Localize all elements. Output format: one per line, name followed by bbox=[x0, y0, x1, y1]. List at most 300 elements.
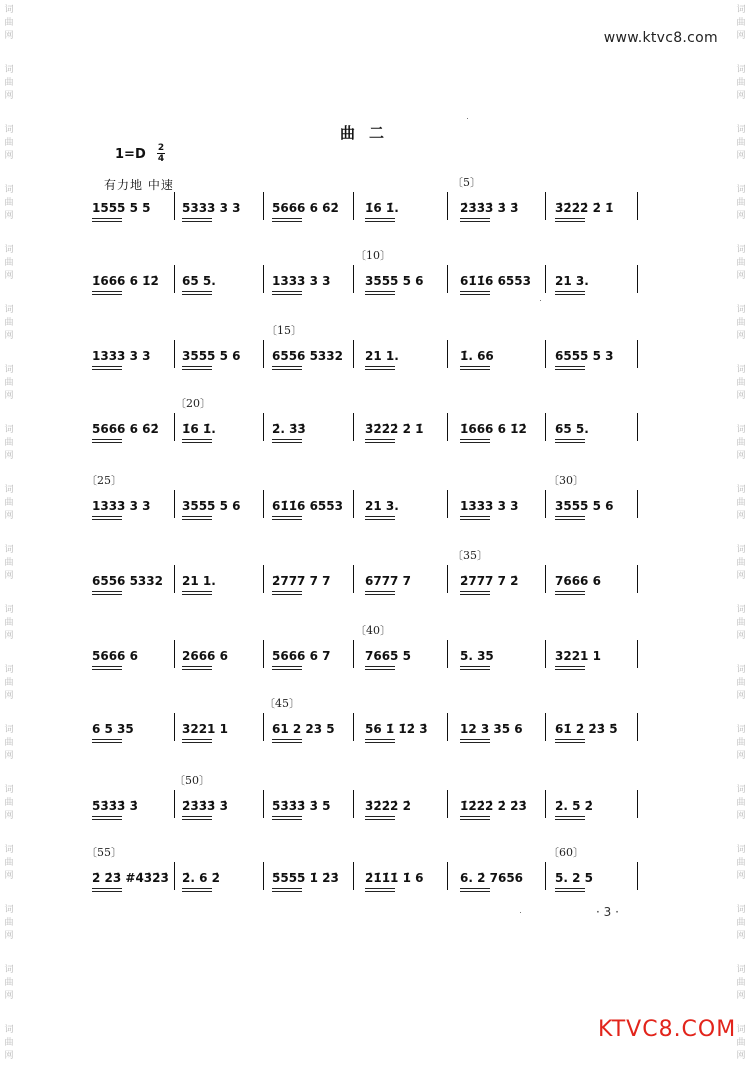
beam-underline bbox=[92, 291, 122, 295]
beam-underline bbox=[460, 888, 490, 892]
beam-underline bbox=[272, 591, 302, 595]
watermark-char: 曲 bbox=[736, 198, 746, 208]
barline bbox=[263, 413, 264, 441]
barline bbox=[545, 340, 546, 368]
beam-underline bbox=[365, 816, 395, 820]
barline bbox=[545, 565, 546, 593]
key-signature: 1=D bbox=[115, 147, 146, 162]
barline bbox=[353, 862, 354, 890]
watermark-char: 曲 bbox=[736, 858, 746, 868]
measure-notes: 61 2 23 5 bbox=[272, 722, 335, 736]
watermark-char: 曲 bbox=[736, 918, 746, 928]
watermark-char: 曲 bbox=[4, 558, 14, 568]
beam-underline bbox=[182, 666, 212, 670]
beam-underline bbox=[182, 291, 212, 295]
beam-underline bbox=[272, 816, 302, 820]
measure-number: 〔35〕 bbox=[452, 549, 488, 562]
watermark-char: 词 bbox=[736, 665, 746, 675]
beam-underline bbox=[92, 816, 122, 820]
watermark-char: 曲 bbox=[4, 198, 14, 208]
watermark-char: 词 bbox=[736, 185, 746, 195]
measure bbox=[92, 790, 172, 820]
watermark-char: 词 bbox=[736, 1025, 746, 1035]
measure bbox=[365, 790, 440, 820]
measure bbox=[555, 265, 630, 295]
beam-underline bbox=[182, 516, 212, 520]
barline bbox=[545, 192, 546, 220]
measure bbox=[92, 490, 172, 520]
measure bbox=[182, 413, 252, 443]
barline bbox=[353, 565, 354, 593]
measure-notes: 21 3. bbox=[365, 499, 399, 513]
measure bbox=[182, 713, 257, 743]
watermark-char: 网 bbox=[736, 871, 746, 881]
watermark-char: 网 bbox=[736, 751, 746, 761]
beam-underline bbox=[272, 666, 302, 670]
measure-notes: 5̇3̇3̇3̇ 3̇ bbox=[92, 799, 138, 813]
barline bbox=[545, 862, 546, 890]
beam-underline bbox=[182, 439, 212, 443]
measure-notes: 7666 6 bbox=[555, 574, 601, 588]
barline bbox=[263, 490, 264, 518]
watermark-char: 词 bbox=[4, 545, 14, 555]
measure bbox=[182, 640, 257, 670]
barline bbox=[263, 640, 264, 668]
beam-underline bbox=[92, 739, 122, 743]
measure-notes: 3555 5 6 bbox=[365, 274, 424, 288]
measure-notes: 1333 3 3 bbox=[92, 499, 151, 513]
measure-notes: 7665 5 bbox=[365, 649, 411, 663]
barline bbox=[545, 413, 546, 441]
score-row bbox=[0, 774, 750, 820]
measure bbox=[92, 713, 172, 743]
measure-notes: 5666 6 bbox=[92, 649, 138, 663]
barline bbox=[174, 340, 175, 368]
barline bbox=[545, 490, 546, 518]
measure-notes: 3̇2̇2̇2̇ 2̇ 1̇ bbox=[365, 422, 424, 436]
watermark-char: 词 bbox=[736, 785, 746, 795]
measure bbox=[92, 565, 172, 595]
watermark-char: 词 bbox=[4, 725, 14, 735]
measure bbox=[92, 640, 172, 670]
beam-underline bbox=[92, 516, 122, 520]
watermark-char: 词 bbox=[4, 845, 14, 855]
barline bbox=[174, 640, 175, 668]
measure bbox=[555, 640, 630, 670]
watermark-char: 词 bbox=[736, 5, 746, 15]
measure bbox=[365, 192, 435, 222]
barline bbox=[545, 640, 546, 668]
barline bbox=[263, 265, 264, 293]
barline bbox=[637, 265, 638, 293]
site-logo: KTVC8.COM bbox=[598, 1017, 737, 1042]
measure-number: 〔60〕 bbox=[548, 846, 584, 859]
score-row bbox=[0, 397, 750, 443]
watermark-char: 网 bbox=[736, 31, 746, 41]
beam-underline bbox=[365, 888, 395, 892]
barline bbox=[637, 640, 638, 668]
beam-underline bbox=[92, 366, 122, 370]
watermark-char: 曲 bbox=[736, 1038, 746, 1048]
watermark-char: 曲 bbox=[4, 438, 14, 448]
watermark-char: 词 bbox=[736, 905, 746, 915]
barline bbox=[174, 192, 175, 220]
watermark-char: 词 bbox=[736, 725, 746, 735]
barline bbox=[353, 413, 354, 441]
watermark-char: 词 bbox=[4, 125, 14, 135]
barline bbox=[545, 265, 546, 293]
measure bbox=[92, 192, 172, 222]
barline bbox=[174, 862, 175, 890]
watermark-char: 网 bbox=[736, 811, 746, 821]
measure bbox=[272, 862, 347, 892]
measure-notes: 65 5. bbox=[555, 422, 589, 436]
watermark-char: 曲 bbox=[4, 1038, 14, 1048]
measure-notes: 1̇. 66 bbox=[460, 349, 494, 363]
measure-number: 〔25〕 bbox=[86, 474, 122, 487]
barline bbox=[353, 490, 354, 518]
measure-notes: 1333 3 3 bbox=[92, 349, 151, 363]
watermark-char: 曲 bbox=[4, 978, 14, 988]
measure-notes: 1333 3 3 bbox=[460, 499, 519, 513]
score-row bbox=[0, 697, 750, 743]
measure bbox=[460, 413, 535, 443]
measure-notes: 3555 5 6 bbox=[555, 499, 614, 513]
measure bbox=[92, 862, 172, 892]
measure bbox=[92, 413, 172, 443]
watermark-char: 曲 bbox=[736, 318, 746, 328]
watermark-char: 网 bbox=[4, 811, 14, 821]
barline bbox=[263, 790, 264, 818]
measure-notes: 5666 6 7 bbox=[272, 649, 331, 663]
score-row bbox=[0, 249, 750, 295]
piece-title: 曲二 bbox=[340, 124, 399, 142]
watermark-char: 词 bbox=[736, 65, 746, 75]
watermark-char: 网 bbox=[4, 211, 14, 221]
watermark-char: 网 bbox=[4, 691, 14, 701]
barline bbox=[637, 192, 638, 220]
watermark-char: 网 bbox=[736, 451, 746, 461]
barline bbox=[447, 713, 448, 741]
watermark-char: 网 bbox=[736, 1051, 746, 1061]
barline bbox=[263, 192, 264, 220]
watermark-char: 词 bbox=[4, 65, 14, 75]
measure-notes: 2̇777 7 2̇ bbox=[460, 574, 519, 588]
barline bbox=[174, 565, 175, 593]
score-row bbox=[0, 624, 750, 670]
watermark-char: 曲 bbox=[4, 258, 14, 268]
measure-notes: 2̇3̇3̇3̇ 3̇ 3̇ bbox=[460, 201, 519, 215]
measure bbox=[555, 192, 630, 222]
measure-notes: 2̇1̇1̇1̇ 1̇ 6 bbox=[365, 871, 424, 885]
measure-notes: 61̇1̇6 6553 bbox=[460, 274, 531, 288]
measure bbox=[555, 490, 630, 520]
beam-underline bbox=[555, 291, 585, 295]
measure-notes: 65 5. bbox=[182, 274, 216, 288]
beam-underline bbox=[460, 739, 490, 743]
beam-underline bbox=[460, 516, 490, 520]
measure-number: 〔5〕 bbox=[452, 176, 481, 189]
barline bbox=[447, 265, 448, 293]
barline bbox=[637, 713, 638, 741]
watermark-char: 词 bbox=[736, 425, 746, 435]
beam-underline bbox=[460, 591, 490, 595]
measure-notes: 1333 3 3 bbox=[272, 274, 331, 288]
score-row bbox=[0, 549, 750, 595]
watermark-char: 曲 bbox=[736, 258, 746, 268]
watermark-char: 网 bbox=[4, 631, 14, 641]
measure-number: 〔10〕 bbox=[355, 249, 391, 262]
measure-notes: 5666 6 6̇2̇ bbox=[272, 201, 339, 215]
measure bbox=[272, 265, 347, 295]
barline bbox=[447, 490, 448, 518]
beam-underline bbox=[460, 291, 490, 295]
beam-underline bbox=[272, 439, 302, 443]
watermark-char: 词 bbox=[736, 605, 746, 615]
measure bbox=[365, 490, 435, 520]
barline bbox=[447, 862, 448, 890]
barline bbox=[447, 413, 448, 441]
measure bbox=[92, 340, 172, 370]
watermark-char: 网 bbox=[736, 691, 746, 701]
barline bbox=[637, 565, 638, 593]
watermark-char: 词 bbox=[4, 245, 14, 255]
measure-notes: 5̇555 1̇ 2̇3̇ bbox=[272, 871, 339, 885]
beam-underline bbox=[555, 439, 585, 443]
watermark-char: 网 bbox=[4, 91, 14, 101]
measure bbox=[182, 265, 257, 295]
measure bbox=[460, 490, 535, 520]
measure bbox=[555, 340, 630, 370]
beam-underline bbox=[92, 666, 122, 670]
score-row bbox=[0, 324, 750, 370]
watermark-char: 曲 bbox=[4, 858, 14, 868]
measure-notes: 1555 5 5 bbox=[92, 201, 151, 215]
watermark-char: 网 bbox=[4, 451, 14, 461]
watermark-char: 网 bbox=[4, 571, 14, 581]
measure-notes: 5. 2 5 bbox=[555, 871, 593, 885]
watermark-char: 曲 bbox=[4, 918, 14, 928]
barline bbox=[263, 713, 264, 741]
watermark-char: 曲 bbox=[736, 798, 746, 808]
measure-notes: 6556 5332 bbox=[92, 574, 163, 588]
measure-number: 〔30〕 bbox=[548, 474, 584, 487]
barline bbox=[447, 192, 448, 220]
beam-underline bbox=[272, 888, 302, 892]
watermark-char: 网 bbox=[4, 991, 14, 1001]
barline bbox=[174, 413, 175, 441]
time-signature-bottom: 4 bbox=[157, 154, 165, 164]
beam-underline bbox=[460, 816, 490, 820]
beam-underline bbox=[272, 218, 302, 222]
watermark-char: 曲 bbox=[4, 678, 14, 688]
watermark-char: 词 bbox=[736, 245, 746, 255]
measure-notes: 3555 5 6 bbox=[182, 499, 241, 513]
barline bbox=[353, 640, 354, 668]
barline bbox=[263, 340, 264, 368]
measure-notes: 1̇2̇2̇2̇ 2̇ 2̇3̇ bbox=[460, 799, 527, 813]
watermark-char: 网 bbox=[4, 1051, 14, 1061]
measure-notes: 3̇2̇2̇2̇ 2̇ 1̇ bbox=[555, 201, 614, 215]
watermark-char: 曲 bbox=[4, 378, 14, 388]
watermark-char: 网 bbox=[736, 991, 746, 1001]
beam-underline bbox=[365, 739, 395, 743]
barline bbox=[353, 713, 354, 741]
watermark-char: 网 bbox=[4, 331, 14, 341]
watermark-char: 网 bbox=[4, 271, 14, 281]
measure-notes: 6 5 35 bbox=[92, 722, 134, 736]
beam-underline bbox=[365, 666, 395, 670]
watermark-char: 词 bbox=[4, 305, 14, 315]
measure bbox=[365, 862, 440, 892]
measure bbox=[365, 565, 440, 595]
watermark-char: 曲 bbox=[4, 138, 14, 148]
watermark-char: 词 bbox=[736, 545, 746, 555]
measure bbox=[555, 713, 630, 743]
watermark-char: 曲 bbox=[4, 18, 14, 28]
barline bbox=[447, 565, 448, 593]
barline bbox=[447, 640, 448, 668]
watermark-char: 曲 bbox=[4, 618, 14, 628]
measure-notes: 21 3. bbox=[555, 274, 589, 288]
watermark-char: 曲 bbox=[4, 318, 14, 328]
score-row bbox=[0, 474, 750, 520]
watermark-char: 词 bbox=[4, 485, 14, 495]
watermark-char: 曲 bbox=[4, 498, 14, 508]
beam-underline bbox=[365, 516, 395, 520]
measure bbox=[272, 192, 347, 222]
barline bbox=[263, 565, 264, 593]
measure bbox=[460, 713, 535, 743]
measure bbox=[555, 862, 630, 892]
barline bbox=[637, 340, 638, 368]
measure bbox=[460, 265, 535, 295]
barline bbox=[637, 490, 638, 518]
beam-underline bbox=[365, 291, 395, 295]
measure-notes: 56 1̇ 1̇2̇ 3̇ bbox=[365, 722, 428, 736]
measure-notes: 5666 6 6̇2̇ bbox=[92, 422, 159, 436]
measure-notes: 1̇666 6 1̇2̇ bbox=[92, 274, 159, 288]
site-url: www.ktvc8.com bbox=[603, 30, 718, 46]
measure-notes: 3221 1 bbox=[555, 649, 601, 663]
measure-number: 〔40〕 bbox=[355, 624, 391, 637]
watermark-char: 网 bbox=[736, 271, 746, 281]
barline bbox=[447, 340, 448, 368]
beam-underline bbox=[182, 888, 212, 892]
measure-number: 〔45〕 bbox=[264, 697, 300, 710]
beam-underline bbox=[272, 366, 302, 370]
time-signature-top: 2 bbox=[157, 143, 165, 153]
beam-underline bbox=[182, 218, 212, 222]
watermark-char: 网 bbox=[736, 151, 746, 161]
beam-underline bbox=[92, 439, 122, 443]
measure bbox=[365, 713, 440, 743]
measure-notes: 1̇6 1̇. bbox=[182, 422, 216, 436]
measure-number: 〔55〕 bbox=[86, 846, 122, 859]
measure bbox=[182, 790, 257, 820]
watermark-char: 曲 bbox=[4, 798, 14, 808]
measure-notes: 5̇3̇3̇3̇ 3̇ 5 bbox=[272, 799, 331, 813]
watermark-char: 词 bbox=[736, 305, 746, 315]
measure bbox=[460, 340, 535, 370]
barline bbox=[353, 340, 354, 368]
watermark-char: 网 bbox=[736, 391, 746, 401]
watermark-char: 词 bbox=[736, 845, 746, 855]
watermark-char: 词 bbox=[736, 965, 746, 975]
watermark-char: 曲 bbox=[4, 738, 14, 748]
barline bbox=[174, 490, 175, 518]
measure-notes: 6556 5332 bbox=[272, 349, 343, 363]
watermark-char: 网 bbox=[736, 91, 746, 101]
watermark-char: 曲 bbox=[736, 678, 746, 688]
barline bbox=[637, 413, 638, 441]
right-watermark-column bbox=[734, 0, 748, 1067]
barline bbox=[545, 713, 546, 741]
measure bbox=[182, 565, 257, 595]
beam-underline bbox=[555, 516, 585, 520]
measure-notes: 2̇3̇3̇3̇ 3̇ bbox=[182, 799, 228, 813]
measure-notes: 6555 5 3 bbox=[555, 349, 614, 363]
beam-underline bbox=[555, 218, 585, 222]
beam-underline bbox=[460, 439, 490, 443]
measure bbox=[460, 565, 535, 595]
beam-underline bbox=[272, 516, 302, 520]
barline bbox=[447, 790, 448, 818]
watermark-char: 词 bbox=[736, 125, 746, 135]
barline bbox=[353, 790, 354, 818]
watermark-char: 曲 bbox=[736, 618, 746, 628]
beam-underline bbox=[365, 591, 395, 595]
measure bbox=[365, 413, 440, 443]
measure-notes: 2̇777 7 7 bbox=[272, 574, 331, 588]
measure bbox=[460, 640, 535, 670]
measure bbox=[460, 192, 535, 222]
beam-underline bbox=[555, 739, 585, 743]
measure-notes: 2666 6 bbox=[182, 649, 228, 663]
measure-notes: 3̇2̇2̇2̇ 2̇ bbox=[365, 799, 411, 813]
watermark-char: 词 bbox=[4, 425, 14, 435]
beam-underline bbox=[555, 366, 585, 370]
watermark-char: 网 bbox=[4, 391, 14, 401]
measure-notes: 1̇666 6 1̇2̇ bbox=[460, 422, 527, 436]
beam-underline bbox=[182, 366, 212, 370]
measure bbox=[555, 790, 630, 820]
watermark-char: 曲 bbox=[736, 378, 746, 388]
watermark-char: 词 bbox=[4, 605, 14, 615]
measure-number: 〔15〕 bbox=[266, 324, 302, 337]
barline bbox=[174, 713, 175, 741]
barline bbox=[637, 862, 638, 890]
measure bbox=[555, 413, 630, 443]
watermark-char: 曲 bbox=[736, 138, 746, 148]
measure-notes: 61̇1̇6 6553 bbox=[272, 499, 343, 513]
watermark-char: 网 bbox=[736, 211, 746, 221]
beam-underline bbox=[272, 739, 302, 743]
beam-underline bbox=[182, 739, 212, 743]
beam-underline bbox=[460, 366, 490, 370]
left-watermark-column bbox=[2, 0, 16, 1067]
barline bbox=[637, 790, 638, 818]
watermark-char: 曲 bbox=[736, 738, 746, 748]
watermark-char: 网 bbox=[4, 931, 14, 941]
watermark-char: 词 bbox=[736, 365, 746, 375]
watermark-char: 词 bbox=[4, 965, 14, 975]
measure-notes: 21 1. bbox=[365, 349, 399, 363]
beam-underline bbox=[92, 591, 122, 595]
watermark-char: 曲 bbox=[736, 78, 746, 88]
barline bbox=[174, 265, 175, 293]
beam-underline bbox=[365, 439, 395, 443]
